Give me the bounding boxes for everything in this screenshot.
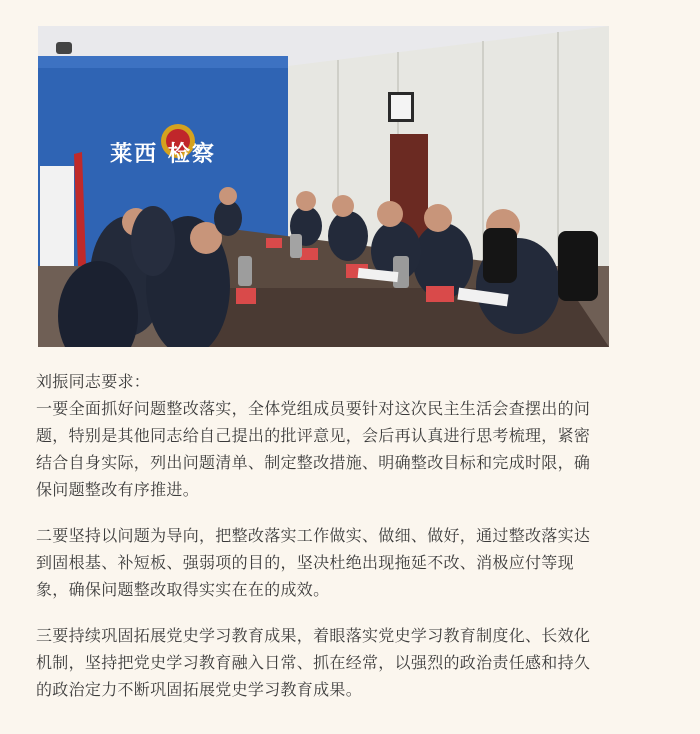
paragraph-1 <box>36 395 666 503</box>
paragraph-line: 机制，坚持把党史学习教育融入日常、抓在经常，以强烈的政治责任感和持久 <box>36 653 591 672</box>
meeting-photo <box>38 26 609 347</box>
article-body <box>36 368 666 703</box>
paragraph-line: 题，特别是其他同志给自己提出的批评意见，会后再认真进行思考梳理，紧密 <box>36 426 591 445</box>
article-heading: 刘振同志要求： <box>36 372 151 391</box>
paragraph-3 <box>36 622 666 703</box>
paragraph-line: 一要全面抓好问题整改落实，全体党组成员要针对这次民主生活会查摆出的问 <box>36 399 591 418</box>
paragraph-spacer <box>36 503 666 522</box>
paragraph-spacer <box>36 603 666 622</box>
paragraph-line: 三要持续巩固拓展党史学习教育成果，着眼落实党史学习教育制度化、长效化 <box>36 626 591 645</box>
paragraph-line: 象，确保问题整改取得实实在在的成效。 <box>36 580 330 599</box>
paragraph-line: 的政治定力不断巩固拓展党史学习教育成果。 <box>36 680 363 699</box>
wall-sign-text: 莱西 检察 <box>110 141 216 167</box>
paragraph-line: 到固根基、补短板、强弱项的目的，坚决杜绝出现拖延不改、消极应付等现 <box>36 553 574 572</box>
paragraph-2 <box>36 522 666 603</box>
paragraph-line: 保问题整改有序推进。 <box>36 480 200 499</box>
paragraph-line: 二要坚持以问题为导向，把整改落实工作做实、做细、做好，通过整改落实达 <box>36 526 591 545</box>
paragraph-line: 结合自身实际，列出问题清单、制定整改措施、明确整改目标和完成时限，确 <box>36 453 591 472</box>
